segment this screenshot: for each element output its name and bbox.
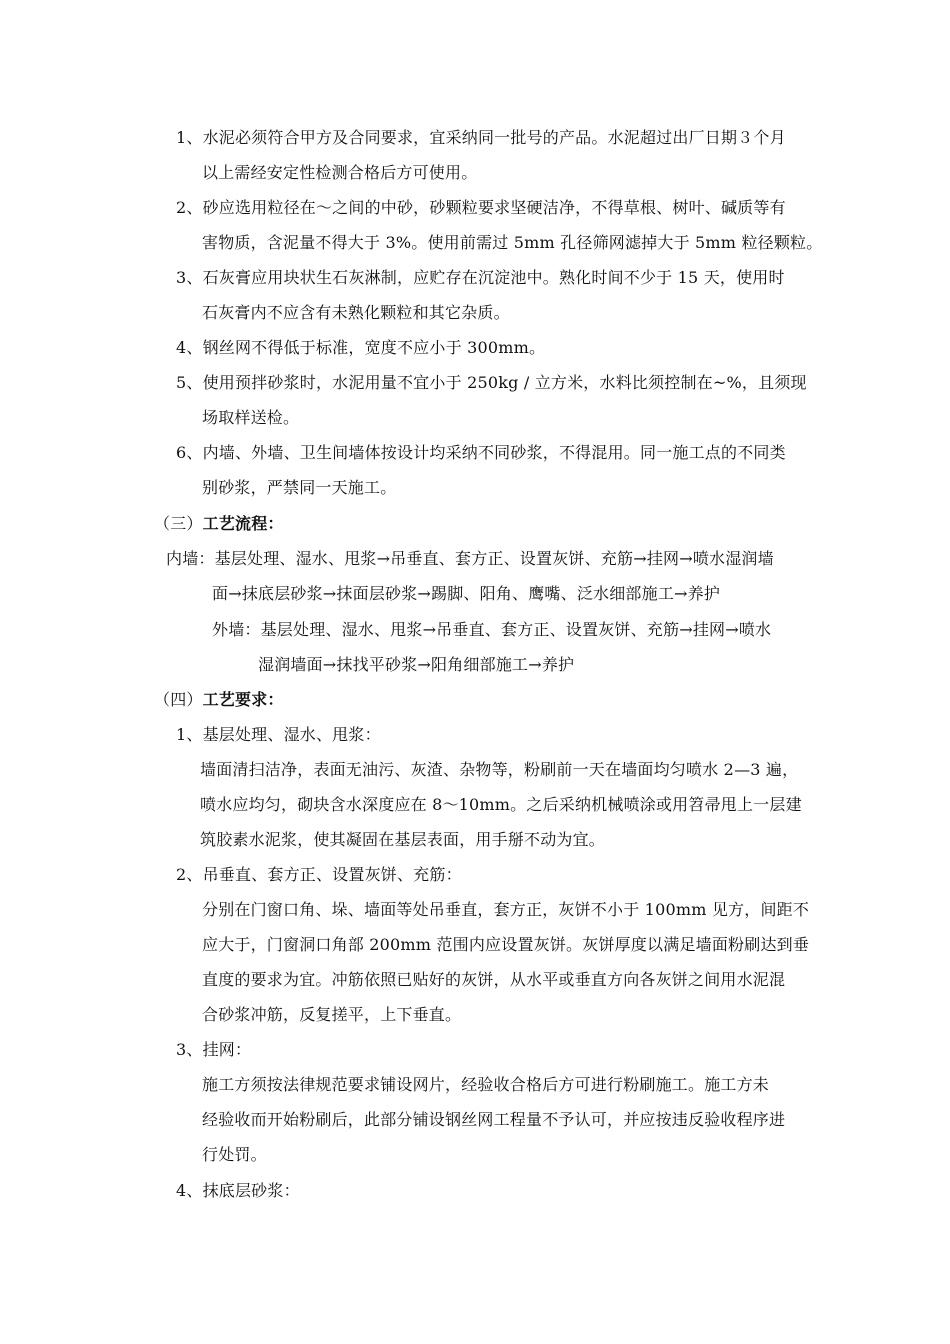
- material-2-line-2: 害物质，含泥量不得大于 3%。使用前需过 5mm 孔径筛网滤掉大于 5mm 粒径颗粒。: [202, 233, 823, 252]
- section-3-heading-prefix: （三）: [154, 514, 203, 533]
- requirement-2-body-line-4: 合砂浆冲筋，反复搓平，上下垂直。: [202, 1005, 462, 1024]
- section-3-heading-text: 工艺流程：: [202, 514, 284, 533]
- requirement-1-body-line-2: 喷水应均匀，砌块含水深度应在 8～10mm。之后采纳机械喷涂或用笤帚甩上一层建: [200, 795, 802, 814]
- inner-wall-flow-line-1: 内墙：基层处理、湿水、甩浆→吊垂直、套方正、设置灰饼、充筋→挂网→喷水湿润墙: [166, 549, 774, 568]
- outer-wall-flow-line-1: 外墙：基层处理、湿水、甩浆→吊垂直、套方正、设置灰饼、充筋→挂网→喷水: [212, 620, 772, 639]
- requirement-3-body-line-3: 行处罚。: [202, 1145, 267, 1164]
- material-4-line-1: 4、钢丝网不得低于标准，宽度不应小于 300mm。: [176, 338, 546, 357]
- requirement-1-body-line-3: 筑胶素水泥浆，使其凝固在基层表面，用手掰不动为宜。: [200, 830, 606, 849]
- material-3-line-2: 石灰膏内不应含有未熟化颗粒和其它杂质。: [202, 303, 510, 322]
- requirement-2-body-line-3: 直度的要求为宜。冲筋依照已贴好的灰饼，从水平或垂直方向各灰饼之间用水泥混: [202, 970, 786, 989]
- section-4-heading-prefix: （四）: [154, 690, 203, 709]
- material-3-line-1: 3、石灰膏应用块状生石灰淋制，应贮存在沉淀池中。熟化时间不少于 15 天，使用时: [176, 268, 785, 287]
- requirement-3-body-line-1: 施工方须按法律规范要求铺设网片，经验收合格后方可进行粉刷施工。施工方未: [202, 1075, 770, 1094]
- material-1-line-2: 以上需经安定性检测合格后方可使用。: [202, 163, 478, 182]
- requirement-3-body-line-2: 经验收而开始粉刷后，此部分铺设钢丝网工程量不予认可，并应按违反验收程序进: [202, 1110, 786, 1129]
- material-1-line-1: 1、水泥必须符合甲方及合同要求，宜采纳同一批号的产品。水泥超过出厂日期３个月: [176, 128, 786, 147]
- requirement-2-body-line-2: 应大于，门窗洞口角部 200mm 范围内应设置灰饼。灰饼厚度以满足墙面粉刷达到垂: [202, 935, 810, 954]
- inner-wall-flow-line-2: 面→抹底层砂浆→抹面层砂浆→踢脚、阳角、鹰嘴、泛水细部施工→养护: [212, 584, 721, 603]
- requirement-3-title: 3、挂网：: [176, 1040, 252, 1059]
- requirement-1-body-line-1: 墙面清扫洁净，表面无油污、灰渣、杂物等，粉刷前一天在墙面均匀喷水 2—3 遍，: [200, 760, 799, 779]
- requirement-2-body-line-1: 分别在门窗口角、垛、墙面等处吊垂直，套方正，灰饼不小于 100mm 见方，间距不: [202, 900, 810, 919]
- requirement-1-title: 1、基层处理、湿水、甩浆：: [176, 725, 381, 744]
- requirement-2-title: 2、吊垂直、套方正、设置灰饼、充筋：: [176, 865, 462, 884]
- material-6-line-1: 6、内墙、外墙、卫生间墙体按设计均采纳不同砂浆，不得混用。同一施工点的不同类: [176, 443, 786, 462]
- material-5-line-1: 5、使用预拌砂浆时，水泥用量不宜小于 250kg / 立方米，水料比须控制在~%，且须现: [176, 373, 807, 392]
- material-5-line-2: 场取样送检。: [202, 408, 300, 427]
- requirement-4-title: 4、抹底层砂浆：: [176, 1181, 300, 1200]
- outer-wall-flow-line-2: 湿润墙面→抹找平砂浆→阳角细部施工→养护: [258, 655, 575, 674]
- material-2-line-1: 2、砂应选用粒径在～之间的中砂，砂颗粒要求坚硬洁净，不得草根、树叶、碱质等有: [176, 198, 786, 217]
- section-4-heading: [154, 690, 284, 710]
- section-3-heading: [154, 514, 284, 534]
- material-6-line-2: 别砂浆，严禁同一天施工。: [202, 478, 397, 497]
- section-4-heading-text: 工艺要求：: [202, 690, 284, 709]
